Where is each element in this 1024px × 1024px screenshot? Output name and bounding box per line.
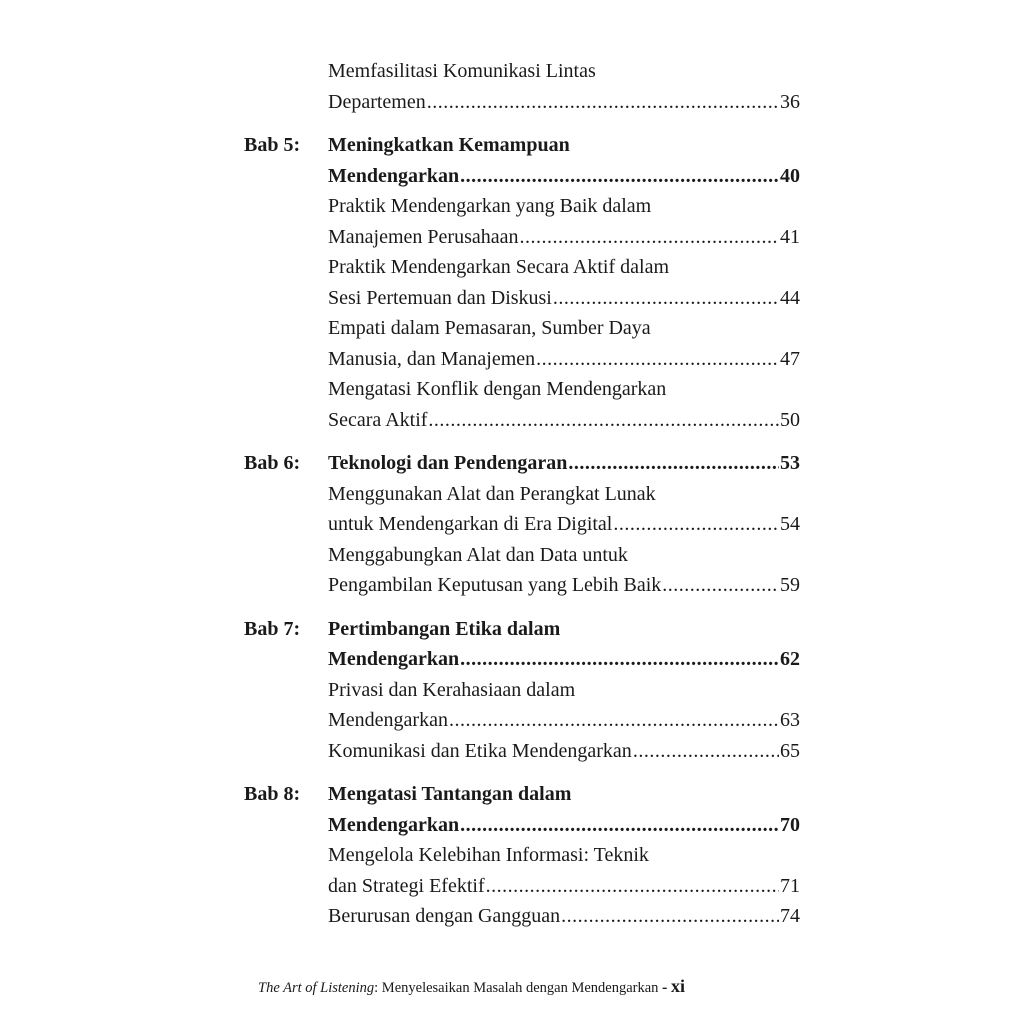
chapter-heading bbox=[244, 810, 800, 841]
toc-entry-leader[interactable] bbox=[328, 736, 800, 767]
toc-entry-text: Empati dalam Pemasaran, Sumber Daya bbox=[328, 317, 651, 339]
toc-entry-line bbox=[244, 540, 800, 571]
toc-entry-text: Berurusan dengan Gangguan bbox=[328, 905, 561, 927]
toc-entry-line bbox=[244, 871, 800, 902]
toc-entry-leader[interactable] bbox=[328, 705, 800, 736]
toc-entry-line bbox=[244, 479, 800, 510]
toc-entry-text: Secara Aktif bbox=[328, 408, 428, 431]
toc-entry-text: Manajemen Perusahaan bbox=[328, 225, 519, 248]
toc-entry-leader[interactable] bbox=[328, 901, 800, 932]
toc-entry-leader[interactable] bbox=[328, 448, 800, 479]
toc-entry-text: Departemen bbox=[328, 90, 426, 113]
chapter-title: Meningkatkan Kemampuan bbox=[328, 134, 570, 156]
toc-entry-line bbox=[244, 675, 800, 706]
toc-entry-text: Mendengarkan bbox=[328, 709, 448, 731]
chapter-title: Teknologi dan Pendengaran bbox=[328, 452, 568, 474]
dot-leader bbox=[428, 405, 779, 436]
toc-page-number: 62 bbox=[780, 648, 800, 670]
toc-entry-text: Manusia, dan Manajemen bbox=[328, 347, 536, 370]
toc-entry-text: Sesi Pertemuan dan Diskusi bbox=[328, 286, 552, 309]
dot-leader bbox=[561, 901, 779, 932]
chapter-heading bbox=[244, 614, 800, 645]
toc-entry-leader[interactable] bbox=[328, 161, 800, 192]
toc-page-number: 70 bbox=[780, 813, 800, 836]
footer-book-title: The Art of Listening bbox=[258, 980, 375, 996]
toc-entry-line bbox=[244, 56, 800, 87]
toc-page-number: 54 bbox=[780, 513, 800, 535]
toc-entry-text: Komunikasi dan Etika Mendengarkan bbox=[328, 739, 632, 762]
chapter-heading bbox=[244, 161, 800, 192]
toc-page-number: 59 bbox=[780, 574, 800, 596]
dot-leader bbox=[519, 222, 779, 253]
chapter-label: Bab 8: bbox=[244, 783, 301, 805]
toc-entry-leader[interactable] bbox=[328, 87, 800, 118]
toc-page-number: 71 bbox=[780, 874, 800, 897]
toc-page-number: 63 bbox=[780, 709, 800, 731]
page-footer bbox=[258, 976, 685, 997]
toc-entry-leader[interactable] bbox=[328, 509, 800, 540]
footer-page-number: xi bbox=[671, 976, 686, 996]
chapter-heading bbox=[244, 644, 800, 675]
toc-page-number: 47 bbox=[780, 347, 800, 370]
dot-leader bbox=[449, 705, 779, 736]
toc-entry-leader[interactable] bbox=[328, 810, 800, 841]
toc-entry-line bbox=[244, 840, 800, 871]
dot-leader bbox=[613, 509, 779, 540]
chapter-label: Bab 5: bbox=[244, 134, 301, 156]
toc-entry-line bbox=[244, 222, 800, 253]
toc-entry-line bbox=[244, 705, 800, 736]
dot-leader bbox=[536, 344, 779, 375]
dot-leader bbox=[460, 810, 779, 841]
chapter-title: Mendengarkan bbox=[328, 164, 460, 187]
toc-entry-leader[interactable] bbox=[328, 570, 800, 601]
toc-entry-leader[interactable] bbox=[328, 644, 800, 675]
toc-entry-text: Mengatasi Konflik dengan Mendengarkan bbox=[328, 378, 667, 400]
chapter-title: Mendengarkan bbox=[328, 648, 460, 670]
toc-entry-text: Mengelola Kelebihan Informasi: Teknik bbox=[328, 844, 649, 866]
toc-entry-line bbox=[244, 283, 800, 314]
toc-page-number: 36 bbox=[780, 90, 800, 113]
dot-leader bbox=[460, 161, 779, 192]
dot-leader bbox=[427, 87, 779, 118]
toc-page-number: 44 bbox=[780, 286, 800, 309]
toc-entry-text: dan Strategi Efektif bbox=[328, 874, 485, 897]
chapter-label: Bab 6: bbox=[244, 452, 301, 474]
footer-subtitle: : Menyelesaikan Masalah dengan Mendengarkan bbox=[374, 980, 659, 996]
chapter-heading bbox=[244, 130, 800, 161]
toc-entry-text: Praktik Mendengarkan Secara Aktif dalam bbox=[328, 256, 669, 278]
toc-entry-leader[interactable] bbox=[328, 283, 800, 314]
toc-entry-text: Praktik Mendengarkan yang Baik dalam bbox=[328, 195, 652, 217]
toc-entry-text: untuk Mendengarkan di Era Digital bbox=[328, 513, 613, 535]
chapter-heading bbox=[244, 779, 800, 810]
toc-entry-line bbox=[244, 736, 800, 767]
toc-page-number: 50 bbox=[780, 408, 800, 431]
chapter-title: Mendengarkan bbox=[328, 813, 460, 836]
chapter-label: Bab 7: bbox=[244, 617, 301, 640]
toc-page-number: 40 bbox=[780, 164, 800, 187]
toc-entry-text: Pengambilan Keputusan yang Lebih Baik bbox=[328, 574, 662, 596]
toc-entry-text: Memfasilitasi Komunikasi Lintas bbox=[328, 60, 596, 82]
toc-entry-line bbox=[244, 191, 800, 222]
chapter-title: Pertimbangan Etika dalam bbox=[328, 617, 561, 640]
toc-entry-line bbox=[244, 87, 800, 118]
toc-entry-leader[interactable] bbox=[328, 344, 800, 375]
toc-entry-line bbox=[244, 405, 800, 436]
dot-leader bbox=[662, 570, 779, 601]
toc-entry-line bbox=[244, 313, 800, 344]
chapter-title: Mengatasi Tantangan dalam bbox=[328, 783, 572, 805]
footer-separator: - bbox=[662, 979, 668, 996]
toc-entry-line bbox=[244, 570, 800, 601]
toc-entry-text: Menggabungkan Alat dan Data untuk bbox=[328, 543, 628, 566]
toc-entry-text: Menggunakan Alat dan Perangkat Lunak bbox=[328, 482, 656, 505]
dot-leader bbox=[633, 736, 779, 767]
toc-page-number: 53 bbox=[780, 452, 800, 474]
toc-entry-leader[interactable] bbox=[328, 871, 800, 902]
toc-entry-line bbox=[244, 252, 800, 283]
toc-entry-line bbox=[244, 901, 800, 932]
dot-leader bbox=[460, 644, 779, 675]
dot-leader bbox=[568, 448, 779, 479]
dot-leader bbox=[553, 283, 779, 314]
toc-page-number: 41 bbox=[780, 225, 800, 248]
toc-entry-leader[interactable] bbox=[328, 405, 800, 436]
toc-entry-leader[interactable] bbox=[328, 222, 800, 253]
toc-page-number: 74 bbox=[780, 905, 800, 927]
toc-entry-line bbox=[244, 344, 800, 375]
toc-entry-text: Privasi dan Kerahasiaan dalam bbox=[328, 678, 576, 701]
toc-page-number: 65 bbox=[780, 739, 800, 762]
toc-entry-line bbox=[244, 374, 800, 405]
chapter-heading bbox=[244, 448, 800, 479]
table-of-contents bbox=[244, 56, 800, 932]
toc-entry-line bbox=[244, 509, 800, 540]
dot-leader bbox=[486, 871, 779, 902]
